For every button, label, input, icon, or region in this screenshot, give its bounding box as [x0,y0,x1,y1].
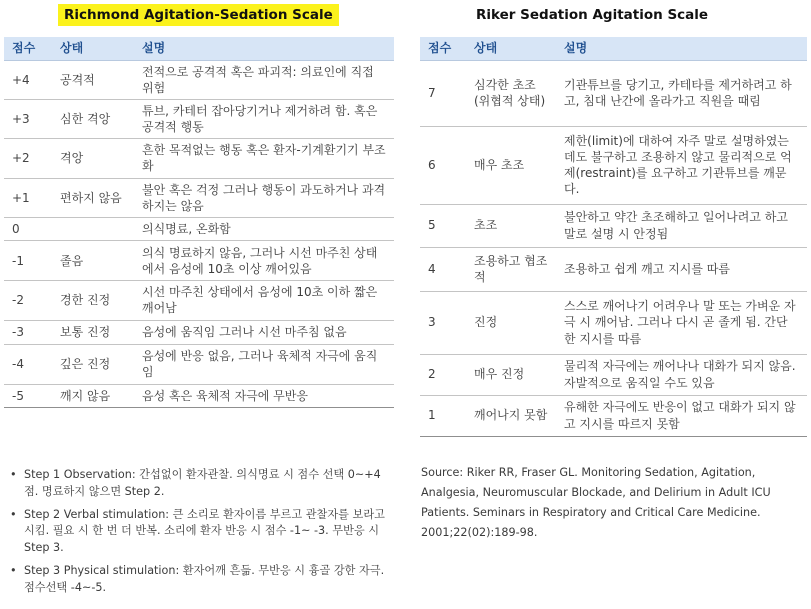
score-cell: +2 [4,139,52,178]
table-row [4,384,394,407]
state-cell: 심한 격앙 [52,99,134,138]
score-cell: 1 [420,395,466,436]
table-row [4,241,394,281]
score-cell: 0 [4,218,52,241]
table-row [4,178,394,217]
source-citation: Source: Riker RR, Fraser GL. Monitoring Sedation, Agitation, Analgesia, Neuromuscular Blockade, and Delirium in Adult ICU Patients. Seminars in Respiratory and Critical Care Medicine. 2001;22(02):189-98. [421,466,771,539]
description-cell: 물리적 자극에는 깨어나나 대화가 되지 않음. 자발적으로 움직일 수도 있음 [556,354,807,395]
header-row [420,37,807,60]
description-cell: 의식명료, 온화함 [134,218,394,241]
score-cell: +3 [4,99,52,138]
header-state: 상태 [466,37,556,60]
table-row [420,126,807,204]
state-cell: 조용하고 협조적 [466,247,556,291]
description-cell: 음성에 움직임 그러나 시선 마주침 없음 [134,320,394,344]
score-cell: -4 [4,344,52,384]
description-cell: 유해한 자극에도 반응이 없고 대화가 되지 않고 지시를 따르지 못함 [556,395,807,436]
riker-table [420,37,807,437]
riker-title: Riker Sedation Agitation Scale [476,7,709,23]
score-cell: +4 [4,60,52,99]
state-cell: 깨어나지 못함 [466,395,556,436]
rass-steps-list [8,467,392,603]
step-item: • Step 1 Observation: 간섭없이 환자관찰. 의식명료 시 점수 선택 0~+4점. 명료하지 않으면 Step 2. [10,468,381,498]
state-cell: 초조 [466,204,556,247]
step-text: Step 1 Observation: 간섭없이 환자관찰. 의식명료 시 점수 선택 0~+4점. 명료하지 않으면 Step 2. [24,468,381,498]
description-cell: 조용하고 쉽게 깨고 지시를 따름 [556,247,807,291]
state-cell: 졸음 [52,241,134,281]
score-cell: 2 [420,354,466,395]
header-description: 설명 [134,37,394,60]
state-cell: 매우 초조 [466,126,556,204]
description-cell: 시선 마주친 상태에서 음성에 10초 이하 짧은 깨어남 [134,281,394,320]
table-row [4,344,394,384]
description-cell: 음성에 반응 없음, 그러나 육체적 자극에 움직임 [134,344,394,384]
table-row [420,395,807,436]
score-cell: 5 [420,204,466,247]
state-cell: 깊은 진정 [52,344,134,384]
state-cell: 편하지 않음 [52,178,134,217]
score-cell: -2 [4,281,52,320]
description-cell: 불안하고 약간 초조해하고 일어나려고 하고 말로 설명 시 안정됨 [556,204,807,247]
table-row [4,139,394,178]
state-cell: 보통 진정 [52,320,134,344]
table-row [420,247,807,291]
score-cell: -1 [4,241,52,281]
step-item: • Step 2 Verbal stimulation: 큰 소리로 환자이름 부르고 관찰자를 보라고 시킴. 필요 시 한 번 더 반복. 소리에 환자 반응 시 점수 -1~ -3. 무반응 시 Step 3. [10,507,385,555]
state-cell: 격앙 [52,139,134,178]
table-row [420,354,807,395]
score-cell: 7 [420,60,466,126]
step-item: • Step 3 Physical stimulation: 환자어깨 흔듦. 무반응 시 흉골 강한 자극. 점수선택 -4~-5. [10,563,385,594]
header-score: 점수 [4,37,52,60]
state-cell [52,218,134,241]
state-cell: 매우 진정 [466,354,556,395]
state-cell: 진정 [466,291,556,354]
description-cell: 튜브, 카테터 잡아당기거나 제거하려 함. 혹은 공격적 행동 [134,99,394,138]
state-cell: 경한 진정 [52,281,134,320]
header-state: 상태 [52,37,134,60]
score-cell: -3 [4,320,52,344]
score-cell: 3 [420,291,466,354]
header-score: 점수 [420,37,466,60]
table-row [4,99,394,138]
score-cell: +1 [4,178,52,217]
table-row [4,281,394,320]
description-cell: 의식 명료하지 않음, 그러나 시선 마주친 상태에서 음성에 10초 이상 깨어있음 [134,241,394,281]
step-text: Step 2 Verbal stimulation: 큰 소리로 환자이름 부르고 관찰자를 보라고 시킴. 필요 시 한 번 더 반복. 소리에 환자 반응 시 점수 -1~ -3. 무반응 시 Step 3. [24,507,385,555]
description-cell: 기관튜브를 당기고, 카테타를 제거하려고 하고, 침대 난간에 올라가고 직원을 때림 [556,60,807,126]
step-text: Step 3 Physical stimulation: 환자어깨 흔듦. 무반응 시 흉골 강한 자극. 점수선택 -4~-5. [24,563,385,594]
table-row [4,218,394,241]
table-row [4,320,394,344]
header-row [4,37,394,60]
description-cell: 흔한 목적없는 행동 혹은 환자-기계환기기 부조화 [134,139,394,178]
description-cell: 제한(limit)에 대하여 자주 말로 설명하였는데도 불구하고 조용하지 않고 물리적으로 억제(restraint)를 요구하고 기관튜브를 깨문다. [556,126,807,204]
score-cell: 4 [420,247,466,291]
state-cell: 공격적 [52,60,134,99]
rass-table [4,37,394,408]
description-cell: 전적으로 공격적 혹은 파괴적: 의료인에 직접 위험 [134,60,394,99]
score-cell: -5 [4,384,52,407]
state-cell: 깨지 않음 [52,384,134,407]
description-cell: 스스로 깨어나기 어려우나 말 또는 가벼운 자극 시 깨어남. 그러나 다시 곧 졸게 됨. 간단한 지시를 따름 [556,291,807,354]
state-cell: 심각한 초조 (위협적 상태) [466,60,556,126]
header-description: 설명 [556,37,807,60]
table-row [420,204,807,247]
table-row [4,60,394,99]
table-row [420,291,807,354]
rass-title: Richmond Agitation-Sedation Scale [58,4,339,26]
description-cell: 음성 혹은 육체적 자극에 무반응 [134,384,394,407]
table-row [420,60,807,126]
score-cell: 6 [420,126,466,204]
description-cell: 불안 혹은 걱정 그러나 행동이 과도하거나 과격하지는 않음 [134,178,394,217]
